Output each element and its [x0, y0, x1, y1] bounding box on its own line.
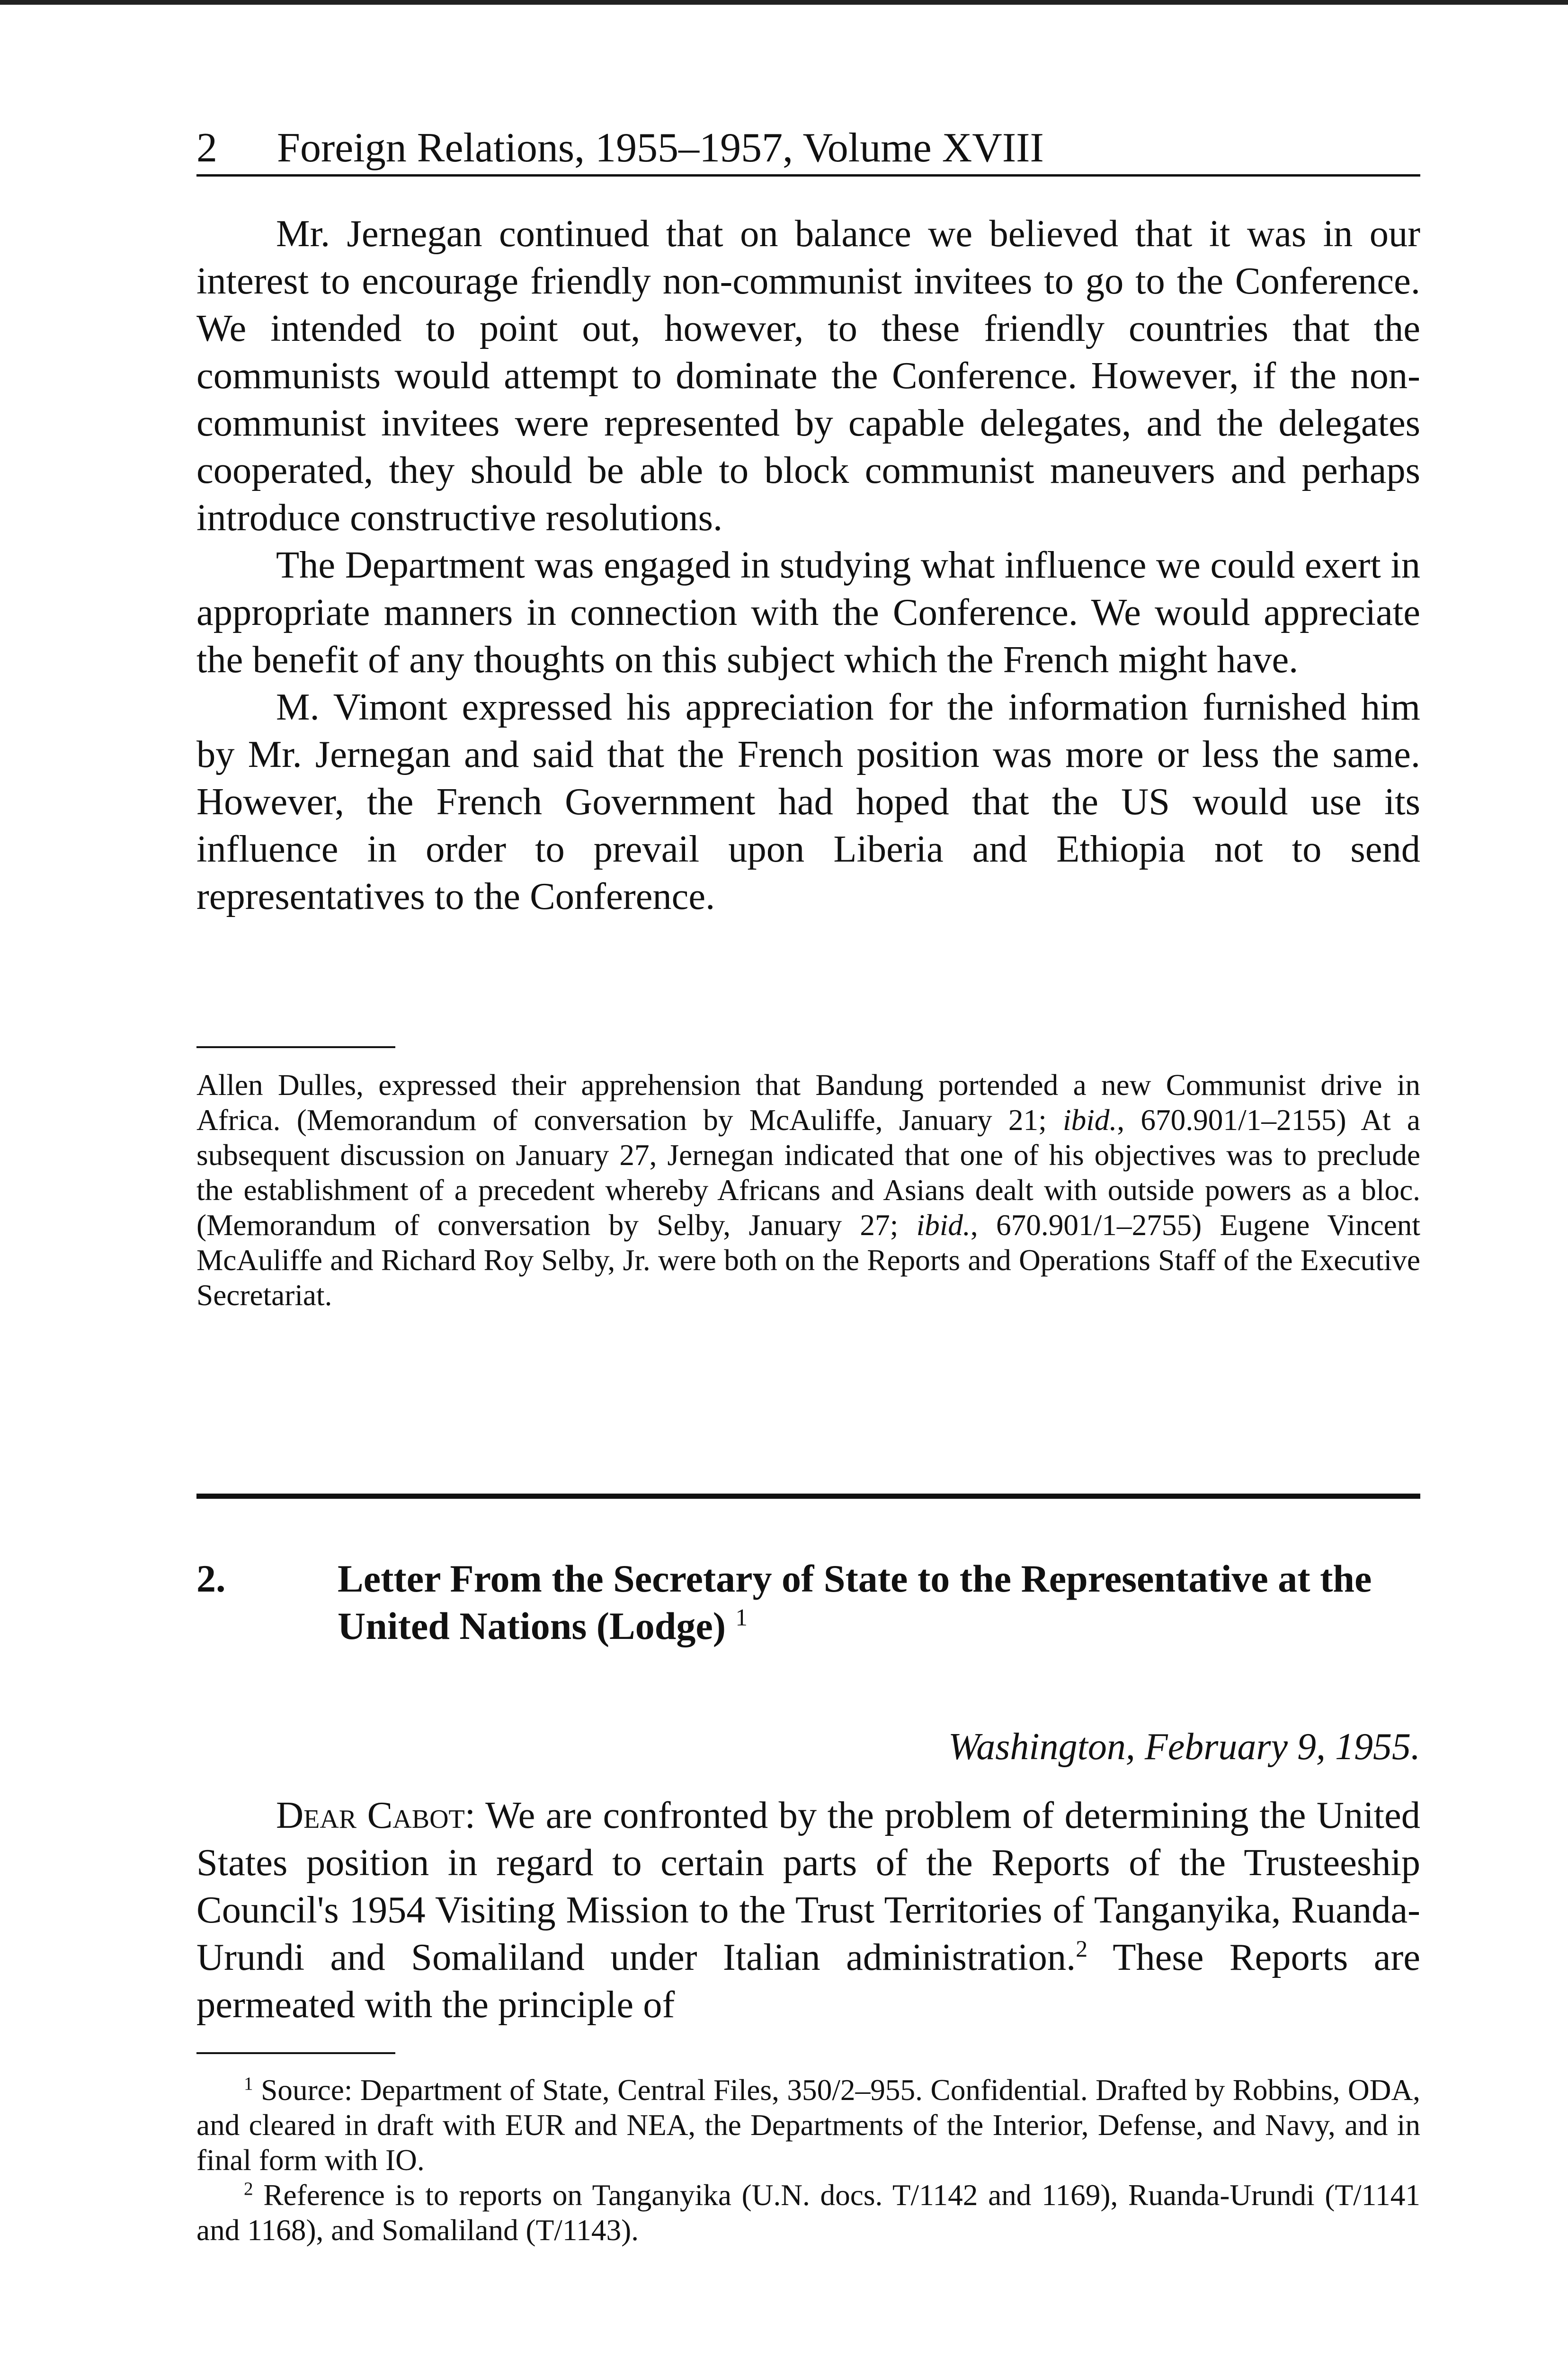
footnote-text: Allen Dulles, expressed their apprehension that Bandung portended a new Communist drive in Africa. (Memorandum of conversation by McAuliffe, January 21; ibid., 670.901/1–2155) At a subsequent discussion on January 27, Jernegan indicated that one of his objectives was to preclude the establishment of a precedent whereby Africans and Asians dealt with outside powers as a bloc. (Memorandum of conversation by Selby, January 27; ibid., 670.901/1–2755) Eugene Vincent McAuliffe and Richard Roy Selby, Jr. were both on the Reports and Operations Staff of the Executive Secretariat. [196, 1068, 1421, 1312]
footnote-ref: 1 [735, 1604, 748, 1631]
continued-text [196, 210, 1420, 920]
footnote: $^2$ Reference is to reports on Tanganyika (U.N. docs. T/1142 and 1169), Ruanda-Urundi (T/1141 and 1168), and Somaliland (T/1143). [196, 2178, 1420, 2247]
footnote-ref: 2 [1076, 1936, 1088, 1962]
footnote-separator [196, 1046, 395, 1048]
continued-footnote [196, 1068, 1420, 1313]
document-number: 2. [196, 1557, 226, 1600]
dateline: Washington, February 9, 1955. [948, 1726, 1420, 1768]
footnotes [196, 2073, 1420, 2248]
page-top-border [0, 0, 1568, 5]
salutation: Dear Cabot: [276, 1794, 476, 1836]
footnote-separator [196, 2052, 395, 2054]
paragraph: The Department was engaged in studying what influence we could exert in appropriate manners in connection with the Conference. We would appreciate the benefit of any thoughts on this subject which the French might have. [196, 544, 1420, 681]
document-title: Letter From the Secretary of State to the Representative at the United Nations (Lodge) $^1$ [338, 1557, 1372, 1647]
section-divider [196, 1494, 1420, 1499]
paragraph: Mr. Jernegan continued that on balance we believed that it was in our interest to encourage friendly non-communist invitees to go to the Conference. We intended to point out, however, to these friendly countries that the communists would attempt to dominate the Conference. However, if the non-communist invitees were represented by capable delegates, and the delegates cooperated, they should be able to block communist maneuvers and perhaps introduce constructive resolutions. [196, 213, 1420, 539]
letter-body [196, 1792, 1420, 2029]
page-number: 2 [196, 125, 217, 171]
running-header-title: Foreign Relations, 1955–1957, Volume XVIII [277, 125, 1044, 171]
footnote: $^1$ Source: Department of State, Central Files, 350/2–955. Confidential. Drafted by Robbins, ODA, and cleared in draft with EUR and NEA, the Departments of the Interior, Defense, and Navy, and in final form with IO. [196, 2073, 1420, 2177]
paragraph: Dear Cabot: We are confronted by the problem of determining the United States position in regard to certain parts of the Reports of the Trusteeship Council's 1954 Visiting Mission to the Trust Territories of Tanganyika, Ruanda-Urundi and Somaliland under Italian administration.$^2$ These Reports are permeated with the principle of [196, 1794, 1420, 2026]
running-header [196, 122, 1420, 177]
paragraph: M. Vimont expressed his appreciation for the information furnished him by Mr. Jernegan and said that the French position was more or less the same. However, the French Government had hoped that the US would use its influence in order to prevail upon Liberia and Ethiopia not to send representatives to the Conference. [196, 686, 1420, 917]
